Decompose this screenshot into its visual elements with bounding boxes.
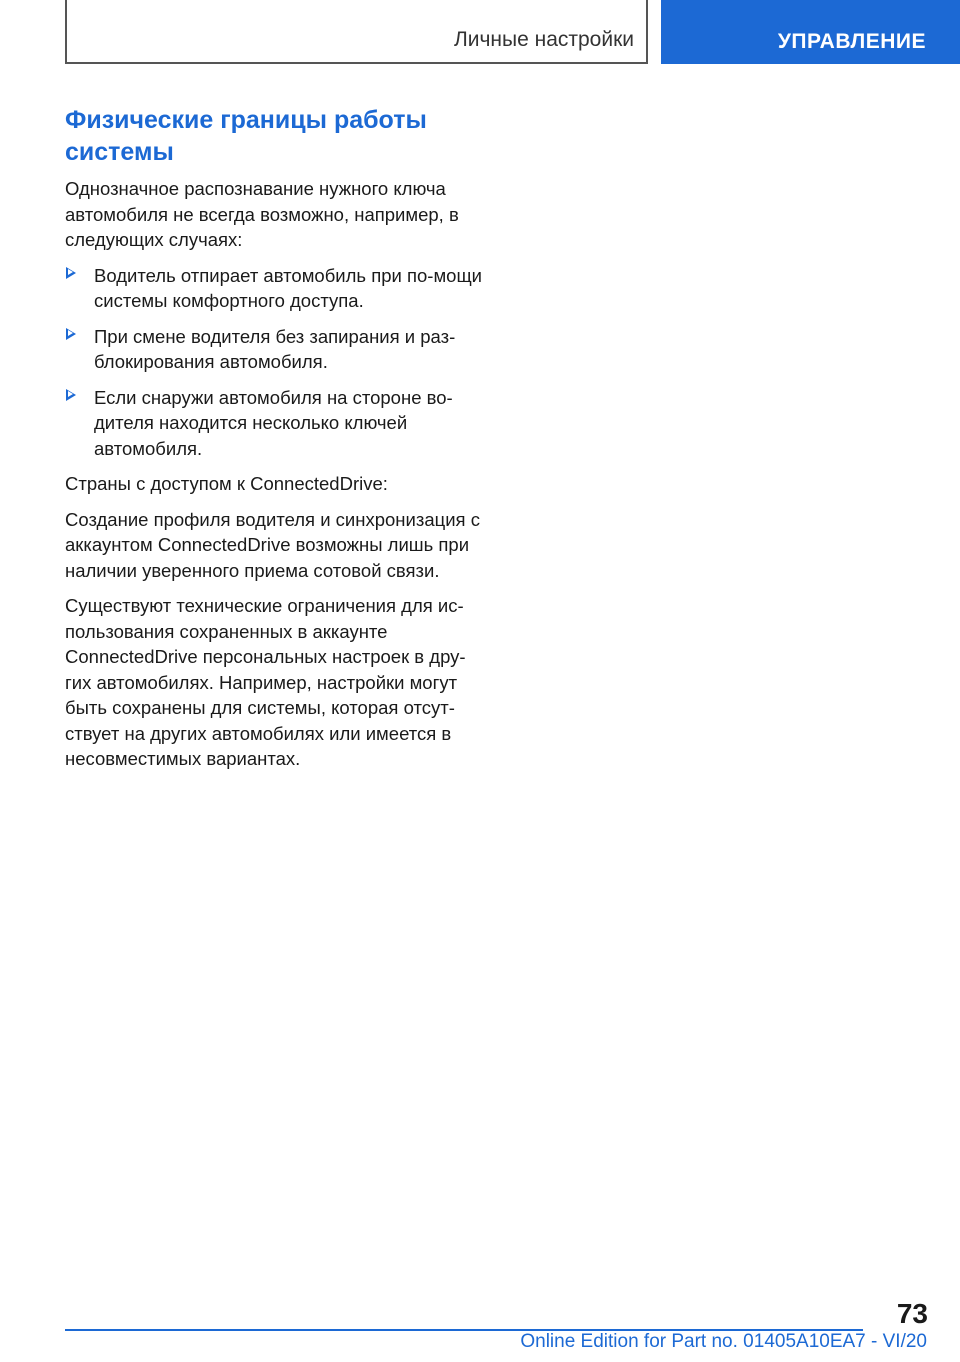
page-number: 73 bbox=[896, 1298, 928, 1329]
list-item-text: При смене водителя без запирания и раз-блокирования автомобиля. bbox=[94, 325, 456, 372]
triangle-bullet-icon bbox=[66, 389, 76, 401]
profile-paragraph: Создание профиля водителя и синхронизация с аккаунтом ConnectedDrive возможны лишь при наличии уверенного приема сотовой связи. bbox=[65, 508, 480, 581]
list-item-text: Если снаружи автомобиля на стороне во-дителя находится несколько ключей автомобиля. bbox=[94, 386, 453, 459]
list-item bbox=[65, 263, 485, 314]
list-item bbox=[65, 324, 485, 375]
list-item bbox=[65, 385, 485, 462]
triangle-bullet-icon bbox=[66, 328, 76, 340]
list-item-text: Водитель отпирает автомобиль при по-мощи системы комфортного доступа. bbox=[94, 264, 483, 311]
section-heading: Физические границы работы системы bbox=[65, 106, 427, 166]
footer-edition: Online Edition for Part no. 01405A10EA7 - VI/20 bbox=[520, 1331, 927, 1352]
bullet-list bbox=[65, 263, 485, 462]
triangle-bullet-icon bbox=[66, 267, 76, 279]
header-chapter-tab bbox=[661, 0, 960, 64]
limitations-paragraph: Существуют технические ограничения для ис-пользования сохраненных в аккаунте ConnectedDrive персональных настроек в дру-гих автомобилях. Например, настройки могут быть сохранены для системы, которая отсут-ствует на других автомобилях или имеется в несовместимых вариантах. bbox=[65, 595, 466, 769]
header-section-box bbox=[65, 0, 648, 64]
main-content bbox=[65, 104, 485, 782]
header-section-title: Личные настройки bbox=[453, 28, 634, 51]
intro-paragraph: Однозначное распознавание нужного ключа автомобиля не всегда возможно, например, в следующих случаях: bbox=[65, 178, 459, 250]
countries-paragraph: Страны с доступом к ConnectedDrive: bbox=[65, 473, 388, 494]
header-chapter-label: УПРАВЛЕНИЕ bbox=[777, 30, 926, 53]
